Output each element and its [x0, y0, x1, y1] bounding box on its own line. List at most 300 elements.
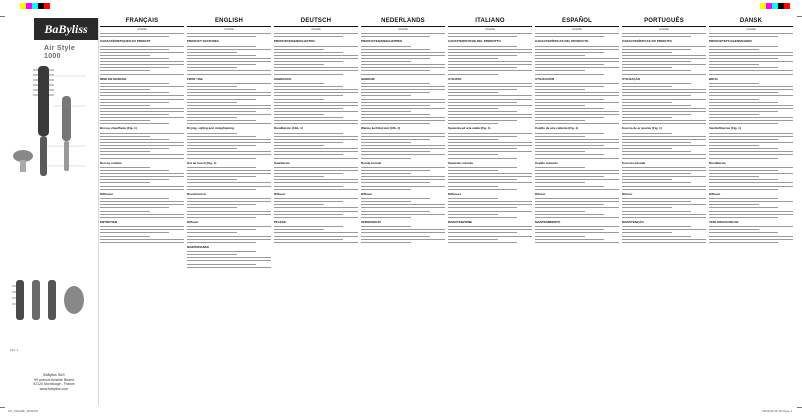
text-line — [535, 139, 619, 140]
text-line — [187, 154, 271, 155]
text-line — [622, 176, 706, 177]
text-line — [187, 214, 271, 215]
text-line — [361, 182, 430, 183]
text-line — [535, 67, 619, 68]
text-line — [709, 214, 793, 215]
text-line — [622, 158, 706, 159]
text-line — [709, 133, 793, 134]
text-line — [709, 211, 793, 212]
text-line — [187, 67, 237, 68]
text-line — [361, 64, 445, 65]
intro-lines — [622, 33, 706, 37]
text-line — [535, 95, 619, 96]
text-line — [361, 102, 445, 103]
text-line — [535, 105, 585, 106]
text-line — [709, 64, 759, 65]
text-line — [448, 242, 517, 243]
text-line — [535, 83, 619, 84]
text-line — [361, 232, 445, 233]
language-heading: PORTUGUÊS — [622, 18, 706, 27]
text-line — [535, 133, 604, 134]
text-line — [274, 55, 358, 56]
text-line — [100, 158, 184, 159]
text-line — [274, 211, 358, 212]
text-line — [274, 176, 324, 177]
text-line — [709, 105, 793, 106]
text-line — [187, 211, 271, 212]
text-line — [448, 99, 532, 100]
section-title: Ronde borstel — [361, 160, 382, 165]
text-line — [622, 173, 691, 174]
text-line — [361, 99, 445, 100]
text-line — [535, 145, 604, 146]
text-line — [274, 148, 358, 149]
text-line — [361, 239, 445, 240]
text-line — [448, 133, 532, 134]
crop-mark — [0, 407, 5, 408]
text-line — [535, 179, 619, 180]
text-line — [187, 133, 237, 134]
text-line — [187, 226, 271, 227]
language-column — [448, 18, 532, 402]
text-line — [361, 95, 411, 96]
section-title: ONDERHOUD — [361, 219, 381, 224]
text-line — [361, 136, 445, 137]
text-line — [100, 151, 150, 152]
text-line — [274, 170, 358, 171]
text-line — [100, 229, 184, 230]
text-line — [622, 242, 706, 243]
text-line — [361, 142, 411, 143]
language-column — [274, 18, 358, 402]
text-line — [535, 182, 585, 183]
text-line — [448, 83, 532, 84]
text-line — [448, 217, 517, 218]
text-line — [448, 52, 532, 53]
text-line — [187, 49, 271, 50]
text-line — [535, 170, 619, 171]
text-line — [709, 154, 793, 155]
text-line — [187, 217, 256, 218]
text-line — [187, 136, 256, 137]
text-line — [361, 211, 430, 212]
text-line — [100, 182, 150, 183]
section-title: Difusor — [535, 191, 546, 196]
text-line — [187, 99, 256, 100]
text-line — [361, 46, 411, 47]
text-line — [361, 148, 445, 149]
language-heading: ESPAÑOL — [535, 18, 619, 27]
text-line — [709, 239, 793, 240]
text-line — [709, 58, 778, 59]
text-line — [622, 154, 706, 155]
text-line — [448, 55, 517, 56]
text-line — [535, 89, 585, 90]
language-heading: DEUTSCH — [274, 18, 358, 27]
text-line — [361, 236, 430, 237]
section-title: PFLEGE — [274, 219, 287, 224]
intro-lines — [535, 33, 619, 37]
text-line — [535, 58, 619, 59]
section-title: MAINTENANCE — [187, 244, 210, 249]
intro-lines — [448, 33, 532, 37]
text-line — [187, 92, 271, 93]
text-line — [535, 49, 619, 50]
text-line — [709, 167, 793, 168]
text-line — [709, 229, 759, 230]
section-title: Escova redonda — [622, 160, 646, 165]
color-swatch — [784, 3, 790, 9]
text-line — [100, 232, 169, 233]
text-line — [187, 229, 256, 230]
text-line — [361, 198, 430, 199]
text-line — [274, 232, 358, 233]
section-title: Brosse chauffante (Fig. 1) — [100, 126, 137, 131]
text-line — [100, 117, 184, 118]
text-line — [448, 95, 532, 96]
section-title: CARACTERÍSTICAS DO PRODUTO — [622, 39, 672, 44]
text-line — [274, 173, 343, 174]
text-line — [100, 148, 169, 149]
text-line — [622, 214, 706, 215]
text-line — [448, 198, 498, 199]
text-line — [535, 64, 604, 65]
text-line — [448, 186, 498, 187]
brand-logo: BaByliss — [34, 18, 98, 40]
text-line — [535, 198, 619, 199]
text-line — [100, 83, 169, 84]
product-panel — [6, 18, 99, 406]
text-line — [361, 133, 445, 134]
text-line — [448, 108, 498, 109]
text-line — [535, 70, 585, 71]
text-line — [274, 52, 343, 53]
language-columns — [100, 18, 796, 402]
text-line — [187, 236, 271, 237]
product-title: Air Style 1000 — [44, 45, 76, 60]
section-title: MANUTENÇÃO — [622, 219, 644, 224]
text-line — [709, 158, 778, 159]
text-line — [448, 204, 532, 205]
text-line — [361, 74, 445, 75]
text-line — [274, 74, 343, 75]
text-line — [187, 257, 271, 258]
text-line — [709, 242, 778, 243]
text-line — [100, 102, 169, 103]
text-line — [361, 52, 445, 53]
section-title: Hot air brush (Fig. 1) — [187, 160, 217, 165]
text-line — [622, 58, 706, 59]
text-line — [274, 217, 358, 218]
text-line — [709, 83, 759, 84]
section-title: Diffuser — [709, 191, 721, 196]
text-line — [361, 123, 430, 124]
text-line — [187, 117, 237, 118]
text-line — [361, 242, 411, 243]
text-line — [274, 154, 343, 155]
section-title: MANTENIMIENTO — [535, 219, 561, 224]
text-line — [100, 120, 150, 121]
text-line — [709, 74, 793, 75]
intro-lines — [709, 33, 793, 37]
text-line — [361, 167, 445, 168]
text-line — [448, 207, 517, 208]
text-line — [709, 226, 793, 227]
text-line — [535, 186, 604, 187]
footer-right: 18/11/09 11:49 Page 1 — [762, 409, 792, 413]
text-line — [274, 108, 343, 109]
intro-lines — [100, 33, 184, 37]
text-line — [100, 214, 184, 215]
text-line — [100, 236, 150, 237]
text-line — [187, 173, 271, 174]
text-line — [709, 173, 793, 174]
text-line — [535, 214, 604, 215]
text-line — [535, 226, 619, 227]
text-line — [274, 83, 324, 84]
text-line — [274, 226, 343, 227]
text-line — [448, 239, 498, 240]
text-line — [361, 189, 411, 190]
language-heading: NEDERLANDS — [361, 18, 445, 27]
text-line — [100, 207, 169, 208]
text-line — [187, 139, 271, 140]
language-column — [622, 18, 706, 402]
section-title: GEBRAUCH — [274, 76, 292, 81]
text-line — [709, 99, 759, 100]
section-title: Brosse rotative — [100, 160, 122, 165]
section-title: PRODUCT FEATURES — [187, 39, 219, 44]
text-line — [187, 170, 271, 171]
text-line — [187, 186, 271, 187]
text-line — [622, 186, 706, 187]
text-line — [448, 201, 532, 202]
text-line — [100, 49, 169, 50]
text-line — [100, 173, 184, 174]
text-line — [187, 242, 256, 243]
text-line — [622, 49, 691, 50]
text-line — [100, 95, 184, 96]
section-title: UTILIZACIÓN — [535, 76, 554, 81]
text-line — [274, 86, 343, 87]
text-line — [448, 145, 532, 146]
text-line — [709, 182, 793, 183]
text-line — [535, 114, 619, 115]
text-line — [709, 136, 793, 137]
text-line — [274, 58, 358, 59]
text-line — [100, 64, 184, 65]
text-line — [622, 70, 691, 71]
text-line — [187, 179, 237, 180]
text-line — [622, 67, 672, 68]
text-line — [100, 111, 184, 112]
text-line — [187, 254, 237, 255]
text-line — [622, 189, 706, 190]
text-line — [274, 102, 358, 103]
text-line — [622, 207, 672, 208]
text-line — [274, 46, 358, 47]
text-line — [361, 139, 430, 140]
language-column — [535, 18, 619, 402]
section-title: PRODUCTEIGENSCHAPPEN — [361, 39, 402, 44]
text-line — [361, 114, 430, 115]
text-line — [448, 189, 517, 190]
model-code: AS120E — [137, 28, 147, 31]
language-heading: ITALIANO — [448, 18, 532, 27]
text-line — [709, 108, 793, 109]
text-line — [361, 176, 445, 177]
text-line — [622, 52, 672, 53]
text-line — [100, 46, 184, 47]
section-title: Round brush — [187, 191, 206, 196]
section-title: VEDLIGEHOLDELSE — [709, 219, 739, 224]
section-title: Rundbørste — [709, 160, 726, 165]
text-line — [274, 142, 343, 143]
text-line — [361, 214, 445, 215]
section-title: ENTRETIEN — [100, 219, 118, 224]
text-line — [187, 176, 256, 177]
text-line — [361, 145, 445, 146]
text-line — [361, 201, 411, 202]
text-line — [187, 114, 271, 115]
text-line — [535, 239, 604, 240]
text-line — [187, 232, 237, 233]
text-line — [622, 83, 691, 84]
text-line — [709, 198, 778, 199]
text-line — [448, 158, 517, 159]
language-column — [187, 18, 271, 402]
text-line — [187, 151, 271, 152]
text-line — [709, 201, 793, 202]
text-line — [274, 95, 343, 96]
text-line — [100, 99, 184, 100]
text-line — [187, 201, 271, 202]
text-line — [274, 229, 324, 230]
text-line — [187, 145, 256, 146]
text-line — [187, 167, 256, 168]
intro-lines — [274, 33, 358, 37]
section-title: CARACTÉRISTIQUES DU PRODUIT — [100, 39, 151, 44]
text-line — [361, 49, 430, 50]
text-line — [187, 158, 256, 159]
text-line — [361, 61, 411, 62]
text-line — [622, 117, 672, 118]
text-line — [709, 55, 793, 56]
text-line — [274, 133, 343, 134]
text-line — [709, 142, 793, 143]
section-title: Warme luchtborstel (Afb. 1) — [361, 126, 401, 131]
text-line — [100, 142, 184, 143]
text-line — [361, 120, 445, 121]
section-title: Diffuseur — [100, 191, 114, 196]
model-code: AS120E — [746, 28, 756, 31]
text-line — [100, 154, 184, 155]
text-line — [361, 229, 445, 230]
text-line — [535, 207, 619, 208]
language-heading: ENGLISH — [187, 18, 271, 27]
text-line — [187, 120, 256, 121]
text-line — [535, 52, 604, 53]
text-line — [448, 179, 517, 180]
text-line — [535, 158, 619, 159]
text-line — [187, 86, 237, 87]
text-line — [622, 61, 691, 62]
text-line — [622, 114, 691, 115]
text-line — [187, 55, 256, 56]
text-line — [274, 114, 324, 115]
text-line — [448, 142, 532, 143]
text-line — [187, 102, 237, 103]
text-line — [622, 217, 706, 218]
text-line — [535, 74, 604, 75]
text-line — [100, 211, 150, 212]
text-line — [361, 179, 445, 180]
crop-mark — [797, 16, 802, 17]
text-line — [622, 211, 691, 212]
text-line — [100, 167, 150, 168]
text-line — [274, 198, 358, 199]
text-line — [622, 151, 691, 152]
text-line — [187, 61, 271, 62]
text-line — [100, 123, 169, 124]
text-line — [622, 105, 691, 106]
text-line — [100, 139, 169, 140]
text-line — [100, 70, 150, 71]
crop-mark — [797, 407, 802, 408]
text-line — [274, 61, 343, 62]
model-code: AS120E — [572, 28, 582, 31]
text-line — [622, 74, 706, 75]
figure-caption: FIG. 1 — [10, 348, 19, 352]
text-line — [274, 158, 358, 159]
text-line — [187, 89, 256, 90]
text-line — [274, 139, 358, 140]
text-line — [535, 120, 585, 121]
text-line — [622, 182, 691, 183]
footer-left: AS_AS120E_18/11/09 — [8, 409, 38, 413]
text-line — [100, 67, 169, 68]
text-line — [361, 105, 430, 106]
text-line — [448, 139, 498, 140]
text-line — [709, 92, 778, 93]
text-line — [535, 55, 585, 56]
text-line — [535, 102, 619, 103]
text-line — [274, 145, 324, 146]
text-line — [100, 179, 169, 180]
text-line — [622, 89, 706, 90]
text-line — [622, 55, 706, 56]
text-line — [100, 86, 184, 87]
text-line — [100, 242, 184, 243]
text-line — [622, 102, 672, 103]
text-line — [448, 67, 517, 68]
section-title: FIRST USE — [187, 76, 203, 81]
text-line — [448, 102, 517, 103]
section-title: Diffuser — [187, 219, 199, 224]
text-line — [709, 120, 793, 121]
text-line — [274, 239, 343, 240]
text-line — [100, 89, 150, 90]
text-line — [535, 108, 604, 109]
text-line — [709, 217, 778, 218]
text-line — [622, 198, 706, 199]
text-line — [448, 61, 532, 62]
text-line — [448, 176, 532, 177]
text-line — [100, 198, 169, 199]
text-line — [709, 89, 793, 90]
text-line — [187, 64, 256, 65]
text-line — [448, 214, 498, 215]
